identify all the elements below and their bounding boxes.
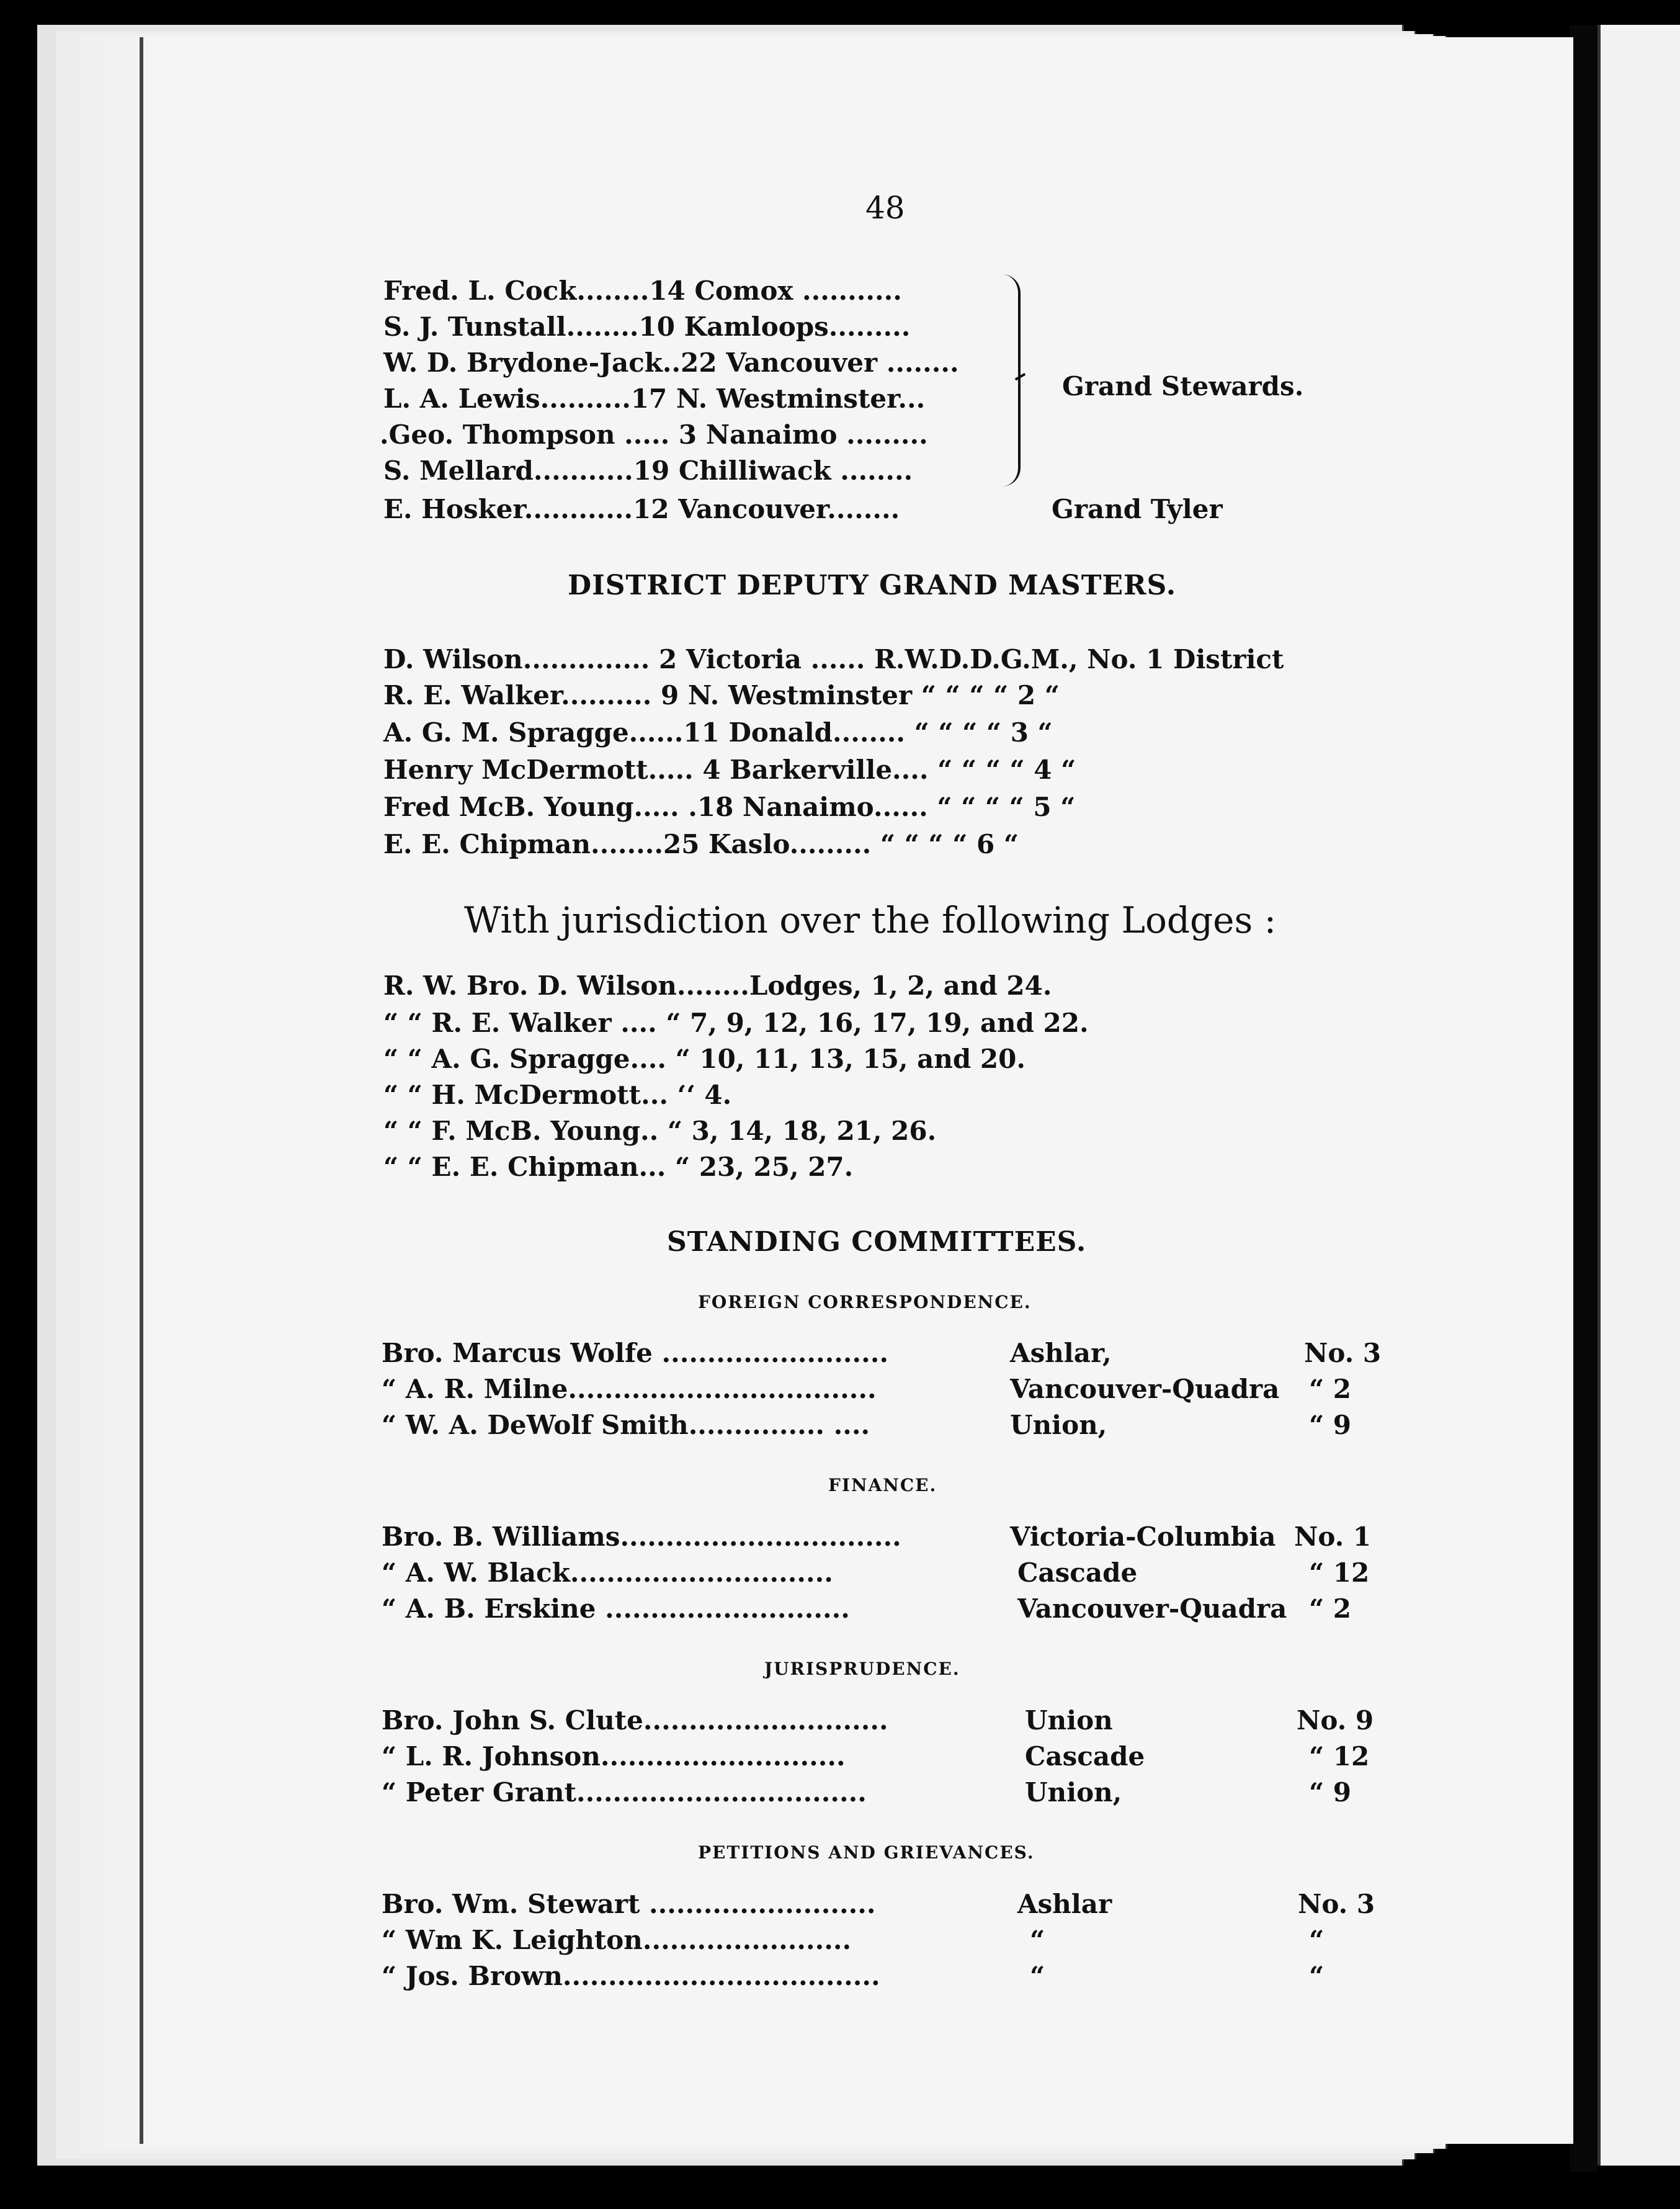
committee-member-number: “ 12 [1309, 1741, 1370, 1772]
steward-row: .Geo. Thompson ..... 3 Nanaimo ......... [380, 419, 928, 450]
steward-row: S. J. Tunstall........10 Kamloops......... [383, 311, 911, 342]
jurisdiction-row: “ “ F. McB. Young.. “ 3, 14, 18, 21, 26. [383, 1116, 937, 1146]
ddgm-row: R. E. Walker.......... 9 N. Westminster “ “ “ “ 2 “ [383, 680, 1060, 710]
section-heading-committees: STANDING COMMITTEES. [667, 1226, 1087, 1258]
jurisdiction-row: R. W. Bro. D. Wilson........Lodges, 1, 2, and 24. [383, 970, 1052, 1001]
grand-tyler-label: Grand Tyler [1052, 494, 1223, 524]
ddgm-row: A. G. M. Spragge......11 Donald........ “ “ “ “ 3 “ [383, 717, 1053, 748]
tyler-row: E. Hosker............12 Vancouver........ [383, 494, 900, 524]
committee-member-number: “ 9 [1309, 1777, 1352, 1808]
committee-member-name: “ A. W. Black............................. [382, 1557, 833, 1588]
committee-member-lodge: “ [1030, 1925, 1045, 1955]
committee-member-number: No. 9 [1297, 1705, 1374, 1736]
committee-member-number: “ 2 [1309, 1593, 1352, 1624]
grand-stewards-label: Grand Stewards. [1062, 371, 1304, 401]
committee-title: FINANCE. [828, 1475, 937, 1495]
committee-member-number: “ [1309, 1925, 1325, 1955]
committee-member-number: “ [1309, 1961, 1325, 1991]
committee-member-name: “ A. R. Milne.................................. [382, 1374, 877, 1404]
committee-member-lodge: Cascade [1017, 1557, 1138, 1588]
committee-title: FOREIGN CORRESPONDENCE. [698, 1292, 1032, 1312]
committee-member-lodge: Ashlar [1017, 1889, 1112, 1919]
committee-member-lodge: “ [1030, 1961, 1045, 1991]
committee-member-name: “ W. A. DeWolf Smith............... .... [382, 1410, 870, 1440]
committee-title: PETITIONS AND GRIEVANCES. [698, 1842, 1035, 1863]
committee-member-number: “ 12 [1309, 1557, 1370, 1588]
ddgm-row: D. Wilson.............. 2 Victoria ...... R.W.D.D.G.M., No. 1 District [383, 644, 1284, 674]
page-number: 48 [865, 190, 905, 226]
steward-row: L. A. Lewis..........17 N. Westminster... [383, 383, 926, 414]
committee-member-lodge: Union, [1010, 1410, 1107, 1440]
committee-member-name: “ Wm K. Leighton....................... [382, 1925, 852, 1955]
committee-title: JURISPRUDENCE. [764, 1659, 960, 1679]
committee-member-name: Bro. Wm. Stewart ......................... [382, 1889, 876, 1919]
committee-member-lodge: Vancouver-Quadra [1010, 1374, 1280, 1404]
jurisdiction-row: “ “ R. E. Walker .... “ 7, 9, 12, 16, 17, 19, and 22. [383, 1008, 1089, 1038]
facing-page-edge [1597, 25, 1680, 2166]
steward-row: Fred. L. Cock........14 Comox ........... [383, 276, 902, 306]
committee-member-lodge: Victoria-Columbia [1010, 1521, 1276, 1552]
jurisdiction-row: “ “ A. G. Spragge.... “ 10, 11, 13, 15, and 20. [383, 1044, 1025, 1074]
committee-member-number: No. 1 [1294, 1521, 1372, 1552]
ddgm-row: Fred McB. Young..... .18 Nanaimo...... “ “ “ “ 5 “ [383, 792, 1076, 822]
committee-member-number: No. 3 [1304, 1338, 1382, 1368]
jurisdiction-heading: With jurisdiction over the following Lodges : [464, 899, 1277, 941]
committee-member-name: Bro. B. Williams............................... [382, 1521, 901, 1552]
jurisdiction-row: “ “ E. E. Chipman... “ 23, 25, 27. [383, 1152, 854, 1182]
committee-member-lodge: Union [1025, 1705, 1113, 1736]
committee-member-lodge: Cascade [1025, 1741, 1145, 1772]
committee-member-name: Bro. Marcus Wolfe ......................... [382, 1338, 889, 1368]
committee-member-name: “ Jos. Brown................................... [382, 1961, 880, 1991]
ddgm-row: Henry McDermott..... 4 Barkerville.... “ “ “ “ 4 “ [383, 755, 1076, 785]
committee-member-lodge: Union, [1025, 1777, 1122, 1808]
committee-member-lodge: Vancouver-Quadra [1017, 1593, 1287, 1624]
committee-member-name: “ Peter Grant................................ [382, 1777, 867, 1808]
ddgm-row: E. E. Chipman........25 Kaslo......... “ “ “ “ 6 “ [383, 829, 1019, 859]
steward-row: W. D. Brydone-Jack..22 Vancouver ........ [383, 347, 959, 378]
steward-row: S. Mellard...........19 Chilliwack ........ [383, 455, 913, 486]
section-heading-ddgm: DISTRICT DEPUTY GRAND MASTERS. [568, 570, 1177, 601]
committee-member-name: “ L. R. Johnson........................... [382, 1741, 846, 1772]
committee-member-number: “ 2 [1309, 1374, 1352, 1404]
committee-member-name: “ A. B. Erskine ........................... [382, 1593, 850, 1624]
jurisdiction-row: “ “ H. McDermott... ‘‘ 4. [383, 1080, 732, 1110]
committee-member-lodge: Ashlar, [1010, 1338, 1112, 1368]
committee-member-number: “ 9 [1309, 1410, 1352, 1440]
book-gutter [1570, 25, 1597, 2172]
committee-member-number: No. 3 [1298, 1889, 1375, 1919]
committee-member-name: Bro. John S. Clute........................... [382, 1705, 888, 1736]
